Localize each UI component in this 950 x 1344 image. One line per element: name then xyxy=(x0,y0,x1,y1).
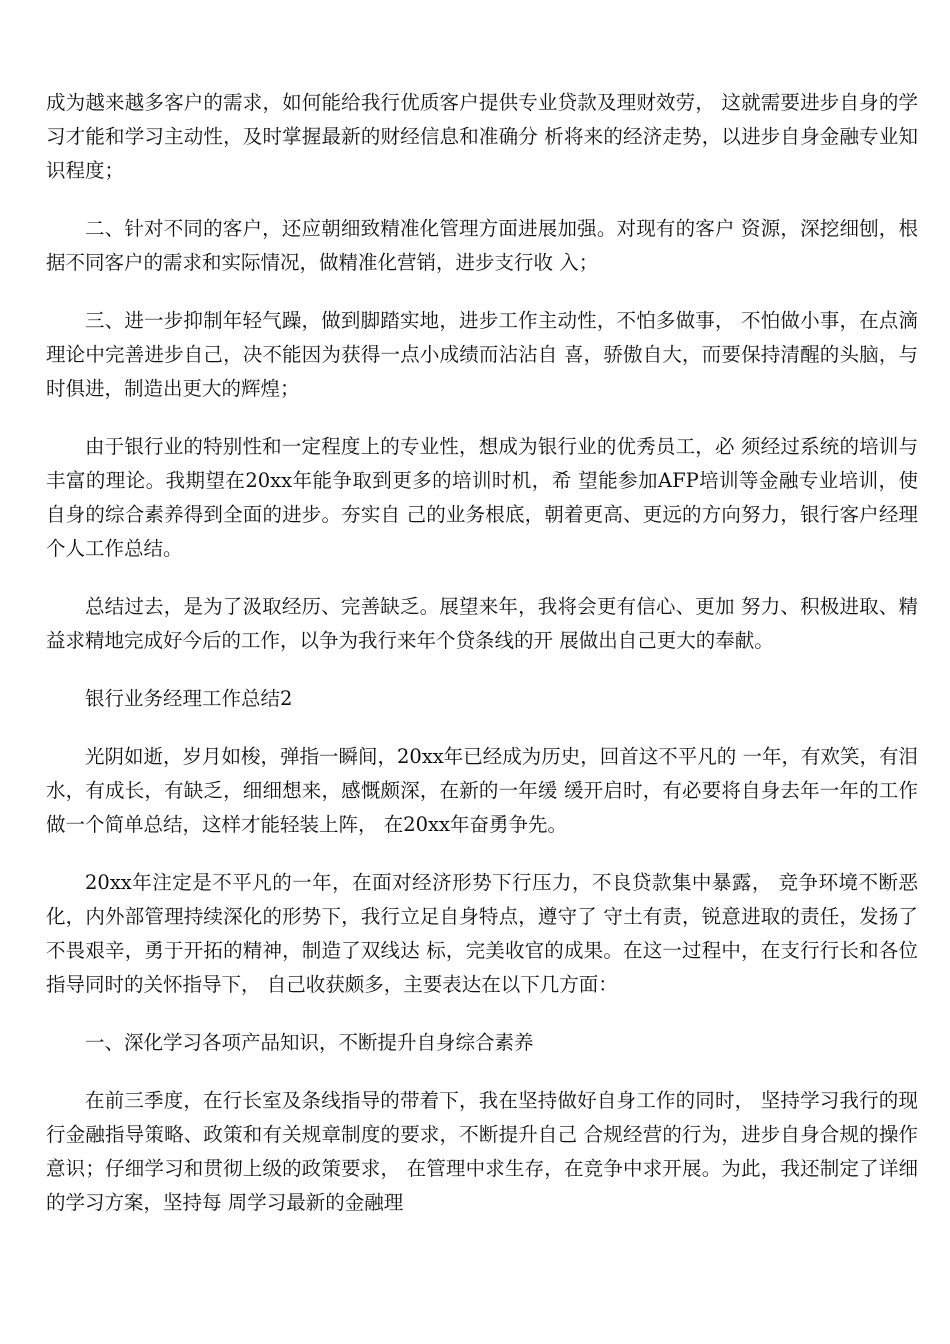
paragraph-6: 光阴如逝，岁月如梭，弹指一瞬间，20xx年已经成为历史，回首这不平凡的 一年，有欢笑，有泪水，有成长，有缺乏，细细想来，感慨颇深，在新的一年缓 缓开启时，有必要将自身去年一年的工作做一个简单总结，这样才能轻装上阵， 在20xx年奋勇争先。 xyxy=(46,745,919,836)
subsection-title: 一、深化学习各项产品知识，不断提升自身综合素养 xyxy=(85,1031,534,1054)
paragraph-1: 成为越来越多客户的需求，如何能给我行优质客户提供专业贷款及理财效劳， 这就需要进步自身的学习才能和学习主动性，及时掌握最新的财经信息和准确分 析将来的经济走势，以进步自身金融专业知识程度； xyxy=(46,91,918,182)
section-title: 银行业务经理工作总结2 xyxy=(85,687,293,710)
document-page xyxy=(46,86,918,1244)
paragraph-5: 总结过去，是为了汲取经历、完善缺乏。展望来年，我将会更有信心、更加 努力、积极进取、精益求精地完成好今后的工作，以争为我行来年个贷条线的开 展做出自己更大的奉献。 xyxy=(46,595,918,652)
paragraph-7: 20xx年注定是不平凡的一年，在面对经济形势下行压力，不良贷款集中暴露， 竞争环境不断恶化，内外部管理持续深化的形势下，我行立足自身特点，遵守了 守土有责，锐意进取的责任，发扬了不畏艰辛，勇于开拓的精神，制造了双线达 标，完美收官的成果。在这一过程中，在支行行长和各位指导同时的关怀指导下， 自己收获颇多，主要表达在以下几方面： xyxy=(46,871,918,996)
paragraph-8: 在前三季度，在行长室及条线指导的带着下，我在坚持做好自身工作的同时， 坚持学习我行的现行金融指导策略、政策和有关规章制度的要求，不断提升自己 合规经营的行为，进步自身合规的操作意识；仔细学习和贯彻上级的政策要求， 在管理中求生存，在竞争中求开展。为此，我还制定了详细的学习方案，坚持每 周学习最新的金融理 xyxy=(46,1089,918,1214)
paragraph-3: 三、进一步抑制年轻气躁，做到脚踏实地，进步工作主动性，不怕多做事， 不怕做小事，在点滴理论中完善进步自己，决不能因为获得一点小成绩而沾沾自 喜，骄傲自大，而要保持清醒的头脑，与时俱进，制造出更大的辉煌； xyxy=(46,309,918,400)
paragraph-2: 二、针对不同的客户，还应朝细致精准化管理方面进展加强。对现有的客户 资源，深挖细刨，根据不同客户的需求和实际情况，做精准化营销，进步支行收 入； xyxy=(46,217,918,274)
paragraph-4: 由于银行业的特别性和一定程度上的专业性，想成为银行业的优秀员工，必 须经过系统的培训与丰富的理论。我期望在20xx年能争取到更多的培训时机，希 望能参加AFP培训等金融专业培训，使自身的综合素养得到全面的进步。夯实自 己的业务根底，朝着更高、更远的方向努力，银行客户经理个人工作总结。 xyxy=(46,435,918,560)
